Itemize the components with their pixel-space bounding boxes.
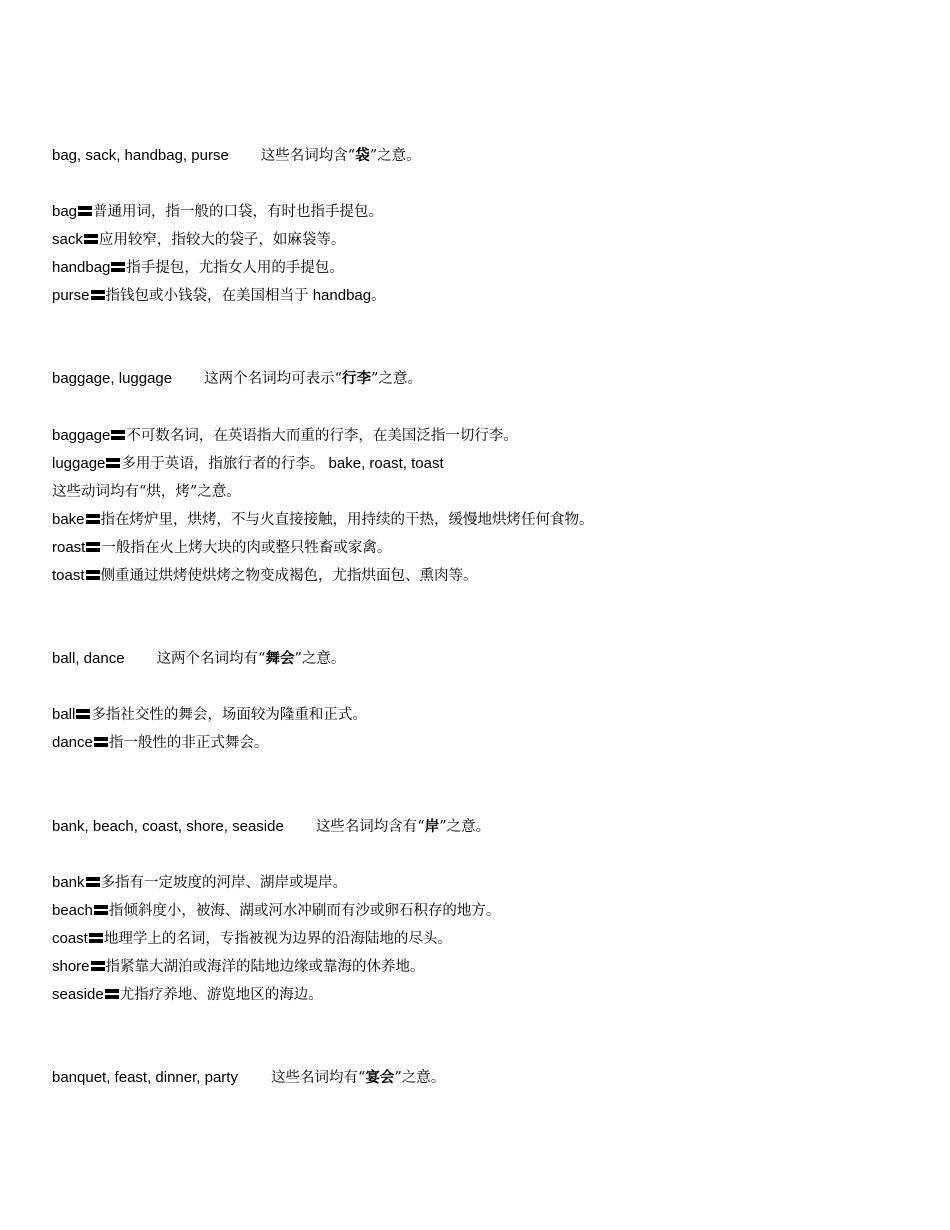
double-bar-icon — [84, 233, 98, 245]
double-bar-icon — [86, 513, 100, 525]
heading-banquet — [52, 1069, 445, 1087]
entry-coast: coast 地理学上的名词，专指被视为边界的沿海陆地的尽头。 — [52, 930, 452, 947]
double-bar-icon — [91, 960, 105, 972]
entry-bank: bank 多指有一定坡度的河岸、湖岸或堤岸。 — [52, 874, 348, 891]
heading-bank — [52, 818, 490, 836]
double-bar-icon — [86, 569, 100, 581]
double-bar-icon — [94, 904, 108, 916]
entry-seaside: seaside 尤指疗养地、游览地区的海边。 — [52, 986, 323, 1003]
double-bar-icon — [76, 708, 90, 720]
heading-words: bag, sack, handbag, purse — [52, 147, 229, 164]
heading-gloss: 这些名词均含“袋”之意。 — [260, 148, 421, 164]
double-bar-icon — [106, 457, 120, 469]
heading-gloss: 这两个名词均有“舞会”之意。 — [156, 651, 346, 667]
entry-shore: shore 指紧靠大湖泊或海洋的陆地边缘或靠海的休养地。 — [52, 958, 425, 975]
heading-gloss: 这两个名词均可表示“行李”之意。 — [204, 371, 422, 387]
heading-bake-inline: bake, roast, toast — [324, 455, 444, 472]
heading-gloss: 这些名词均含有“岸”之意。 — [315, 819, 491, 835]
entry-roast: roast 一般指在火上烤大块的肉或整只牲畜或家禽。 — [52, 539, 392, 556]
entry-handbag: handbag 指手提包，尤指女人用的手提包。 — [52, 259, 344, 276]
entry-purse: purse 指钱包或小钱袋，在美国相当于 handbag。 — [52, 287, 386, 304]
double-bar-icon — [86, 541, 100, 553]
entry-toast: toast 侧重通过烘烤使烘烤之物变成褐色，尤指烘面包、熏肉等。 — [52, 567, 478, 584]
double-bar-icon — [89, 932, 103, 944]
double-bar-icon — [111, 429, 125, 441]
heading-gloss: 这些名词均有“宴会”之意。 — [270, 1070, 446, 1086]
heading-words: baggage, luggage — [52, 370, 173, 387]
intro-bake: 这些动词均有“烘，烤”之意。 — [52, 484, 241, 500]
entry-bake: bake 指在烤炉里，烘烤，不与火直接接触，用持续的干热，缓慢地烘烤任何食物。 — [52, 511, 594, 528]
heading-baggage — [52, 370, 422, 388]
heading-ball — [52, 650, 345, 668]
entry-sack: sack 应用较窄，指较大的袋子，如麻袋等。 — [52, 231, 346, 248]
heading-words: banquet, feast, dinner, party — [52, 1069, 238, 1086]
double-bar-icon — [91, 289, 105, 301]
double-bar-icon — [105, 988, 119, 1000]
double-bar-icon — [78, 205, 92, 217]
entry-luggage: luggage 多用于英语，指旅行者的行李。 bake, roast, toast — [52, 455, 444, 472]
entry-beach: beach 指倾斜度小，被海、湖或河水冲刷而有沙或卵石积存的地方。 — [52, 902, 501, 919]
heading-words: bank, beach, coast, shore, seaside — [52, 818, 284, 835]
double-bar-icon — [111, 261, 125, 273]
double-bar-icon — [86, 876, 100, 888]
heading-bag — [52, 147, 421, 165]
entry-dance: dance 指一般性的非正式舞会。 — [52, 734, 269, 751]
entry-baggage: baggage 不可数名词，在英语指大而重的行李，在美国泛指一切行李。 — [52, 427, 518, 444]
entry-ball: ball 多指社交性的舞会，场面较为隆重和正式。 — [52, 706, 367, 723]
entry-bag: bag 普通用词，指一般的口袋，有时也指手提包。 — [52, 203, 384, 220]
heading-words: ball, dance — [52, 650, 125, 667]
double-bar-icon — [94, 736, 108, 748]
